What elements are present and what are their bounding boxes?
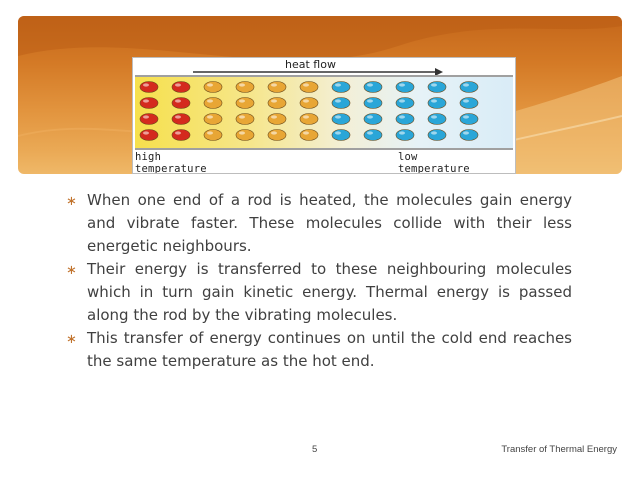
molecule-highlight xyxy=(175,131,181,134)
molecule-highlight xyxy=(303,99,309,102)
molecule-orange xyxy=(300,98,318,109)
molecule-red xyxy=(140,82,158,93)
bullet-item xyxy=(66,189,572,258)
molecule-highlight xyxy=(207,99,213,102)
molecule-blue xyxy=(364,82,382,93)
molecule-orange xyxy=(204,130,222,141)
molecule-highlight xyxy=(271,115,277,118)
heat-conduction-figure xyxy=(132,57,516,174)
molecule-blue xyxy=(428,82,446,93)
molecule-orange xyxy=(300,114,318,125)
molecule-orange xyxy=(300,130,318,141)
bullet-asterisk-icon: ∗ xyxy=(66,194,77,209)
molecule-highlight xyxy=(367,131,373,134)
molecule-highlight xyxy=(207,115,213,118)
molecule-highlight xyxy=(399,99,405,102)
molecule-blue xyxy=(364,98,382,109)
bullet-asterisk-icon: ∗ xyxy=(66,332,77,347)
molecule-highlight xyxy=(367,83,373,86)
molecule-highlight xyxy=(463,115,469,118)
molecule-blue xyxy=(364,130,382,141)
molecule-blue xyxy=(428,114,446,125)
molecule-blue xyxy=(460,98,478,109)
molecule-red xyxy=(140,114,158,125)
molecule-blue xyxy=(332,82,350,93)
molecule-orange xyxy=(236,114,254,125)
molecule-blue xyxy=(332,130,350,141)
molecule-highlight xyxy=(143,83,149,86)
high-label-line1: high xyxy=(135,151,162,163)
molecule-highlight xyxy=(143,115,149,118)
molecule-highlight xyxy=(207,83,213,86)
molecule-orange xyxy=(204,98,222,109)
bullet-list xyxy=(66,189,572,373)
molecule-highlight xyxy=(431,99,437,102)
page-number: 5 xyxy=(312,444,318,455)
molecule-highlight xyxy=(367,99,373,102)
molecule-highlight xyxy=(303,131,309,134)
molecule-red xyxy=(140,130,158,141)
low-label-line2: temperature xyxy=(398,163,470,174)
low-label-line1: low xyxy=(398,151,418,163)
molecule-highlight xyxy=(239,83,245,86)
molecule-highlight xyxy=(463,131,469,134)
molecule-highlight xyxy=(143,131,149,134)
molecule-blue xyxy=(332,114,350,125)
molecule-red xyxy=(172,130,190,141)
molecule-red xyxy=(172,114,190,125)
molecule-highlight xyxy=(367,115,373,118)
molecule-highlight xyxy=(175,83,181,86)
molecule-orange xyxy=(204,82,222,93)
molecule-highlight xyxy=(399,131,405,134)
molecule-highlight xyxy=(335,99,341,102)
molecule-orange xyxy=(204,114,222,125)
molecule-blue xyxy=(460,82,478,93)
molecule-red xyxy=(172,82,190,93)
bullet-asterisk-icon: ∗ xyxy=(66,263,77,278)
molecule-highlight xyxy=(239,115,245,118)
molecule-highlight xyxy=(239,99,245,102)
molecule-red xyxy=(140,98,158,109)
molecule-highlight xyxy=(431,83,437,86)
molecule-highlight xyxy=(271,99,277,102)
molecule-blue xyxy=(396,130,414,141)
molecule-highlight xyxy=(239,131,245,134)
molecule-highlight xyxy=(335,131,341,134)
molecule-blue xyxy=(396,114,414,125)
molecule-highlight xyxy=(463,99,469,102)
bullet-item xyxy=(66,327,572,373)
molecule-highlight xyxy=(271,83,277,86)
molecule-blue xyxy=(460,114,478,125)
molecule-highlight xyxy=(143,99,149,102)
molecule-highlight xyxy=(271,131,277,134)
molecule-highlight xyxy=(207,131,213,134)
high-temperature-label xyxy=(135,151,207,174)
molecule-highlight xyxy=(399,115,405,118)
molecule-highlight xyxy=(431,115,437,118)
molecule-orange xyxy=(236,130,254,141)
molecule-highlight xyxy=(399,83,405,86)
molecule-highlight xyxy=(303,83,309,86)
heat-flow-label: heat flow xyxy=(285,58,336,71)
high-label-line2: temperature xyxy=(135,163,207,174)
molecule-orange xyxy=(236,82,254,93)
molecule-highlight xyxy=(335,83,341,86)
bullet-text: This transfer of energy continues on until the cold end reaches the same temperature as the hot end. xyxy=(87,329,572,370)
molecule-blue xyxy=(396,98,414,109)
bullet-item xyxy=(66,258,572,327)
molecule-highlight xyxy=(431,131,437,134)
footer-title: Transfer of Thermal Energy xyxy=(501,444,617,455)
molecule-blue xyxy=(364,114,382,125)
low-temperature-label xyxy=(398,151,470,174)
molecule-orange xyxy=(300,82,318,93)
molecule-highlight xyxy=(463,83,469,86)
molecule-blue xyxy=(332,98,350,109)
molecule-highlight xyxy=(303,115,309,118)
molecule-highlight xyxy=(175,99,181,102)
molecule-blue xyxy=(396,82,414,93)
molecule-blue xyxy=(428,98,446,109)
molecule-highlight xyxy=(335,115,341,118)
molecule-orange xyxy=(268,114,286,125)
molecule-blue xyxy=(428,130,446,141)
molecule-highlight xyxy=(175,115,181,118)
molecule-orange xyxy=(268,98,286,109)
molecule-orange xyxy=(268,82,286,93)
molecule-blue xyxy=(460,130,478,141)
molecule-orange xyxy=(268,130,286,141)
bullet-text: When one end of a rod is heated, the molecules gain energy and vibrate faster. These molecules collide with their less energetic neighbours. xyxy=(87,191,572,255)
molecule-orange xyxy=(236,98,254,109)
molecule-red xyxy=(172,98,190,109)
bullet-text: Their energy is transferred to these neighbouring molecules which in turn gain kinetic energy. Thermal energy is passed along the rod by the vibrating molecules. xyxy=(87,260,572,324)
